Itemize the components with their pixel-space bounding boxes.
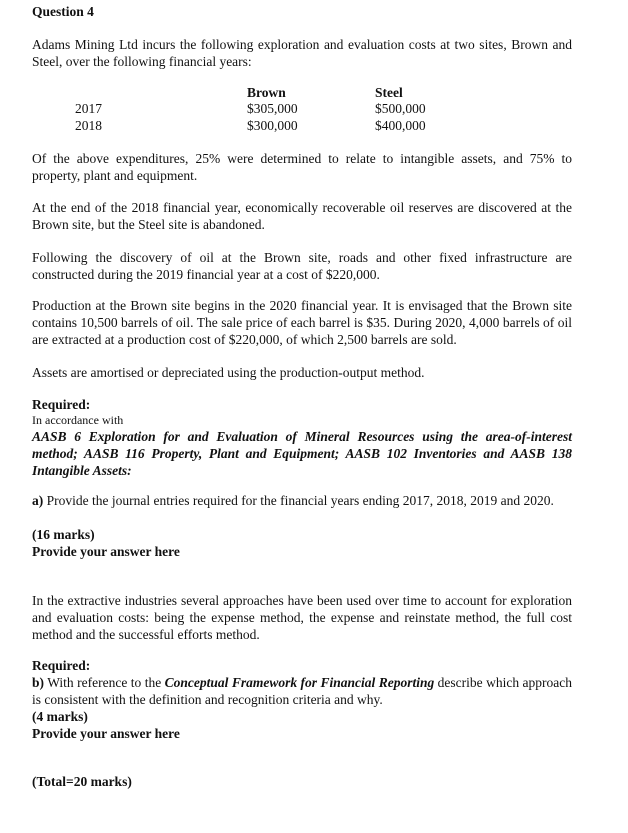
- part-b-required: Required:: [32, 658, 91, 673]
- part-b-answer-prompt: Provide your answer here: [32, 726, 180, 741]
- part-a-standards: AASB 6 Exploration for and Evaluation of Mineral Resources using the area-of-interest method; AASB 116 Property, Plant and Equipment; AASB 102 Inventories and AASB 138 Intangible Assets:: [32, 429, 572, 478]
- header-steel: Steel: [375, 85, 403, 100]
- row-2018-steel: $400,000: [375, 118, 426, 133]
- part-a-marks: (16 marks): [32, 527, 95, 542]
- total-marks: (Total=20 marks): [32, 774, 132, 789]
- part-b-text-pre: With reference to the: [44, 675, 165, 690]
- paragraph-amortisation: Assets are amortised or depreciated using the production-output method.: [32, 365, 425, 380]
- part-a-required: Required:: [32, 397, 91, 412]
- row-2017-brown: $305,000: [247, 101, 298, 116]
- part-a-label: a): [32, 493, 44, 508]
- part-b-intro: In the extractive industries several approaches have been used over time to account for exploration and evaluation costs: being the expense method, the expense and reinstate method, the full cost method and the successful efforts method.: [32, 593, 572, 642]
- part-b-framework: Conceptual Framework for Financial Reporting: [164, 675, 435, 690]
- paragraph-infrastructure: Following the discovery of oil at the Brown site, roads and other fixed infrastructure are constructed during the 2019 financial year at a cost of $220,000.: [32, 250, 572, 282]
- part-b-label: b): [32, 675, 45, 690]
- paragraph-reserves: At the end of the 2018 financial year, economically recoverable oil reserves are discovered at the Brown site, but the Steel site is abandoned.: [32, 200, 572, 232]
- paragraph-intangible-split: Of the above expenditures, 25% were determined to relate to intangible assets, and 75% to property, plant and equipment.: [32, 151, 572, 183]
- row-2017-year: 2017: [75, 101, 102, 116]
- cost-table: [32, 84, 572, 136]
- header-brown: Brown: [247, 85, 286, 100]
- part-a-question: [32, 492, 572, 509]
- part-a-answer-prompt: Provide your answer here: [32, 544, 180, 559]
- part-b-text-post: describe which approach is consistent with the definition and recognition criteria and why.: [32, 675, 572, 707]
- part-a-text: Provide the journal entries required for the financial years ending 2017, 2018, 2019 and 2020.: [43, 493, 554, 508]
- row-2018-brown: $300,000: [247, 118, 298, 133]
- part-b-question: [32, 674, 572, 708]
- row-2017-steel: $500,000: [375, 101, 426, 116]
- paragraph-production: Production at the Brown site begins in the 2020 financial year. It is envisaged that the Brown site contains 10,500 barrels of oil. The sale price of each barrel is $35. During 2020, 4,000 barrels of oil are extracted at a production cost of $220,000, of which 2,500 barrels are sold.: [32, 298, 572, 347]
- part-a-accordance: In accordance with: [32, 413, 124, 427]
- row-2018-year: 2018: [75, 118, 102, 133]
- question-title: Question 4: [32, 4, 94, 19]
- part-b-marks: (4 marks): [32, 709, 88, 724]
- intro-paragraph: Adams Mining Ltd incurs the following exploration and evaluation costs at two sites, Brown and Steel, over the following financial years:: [32, 37, 572, 69]
